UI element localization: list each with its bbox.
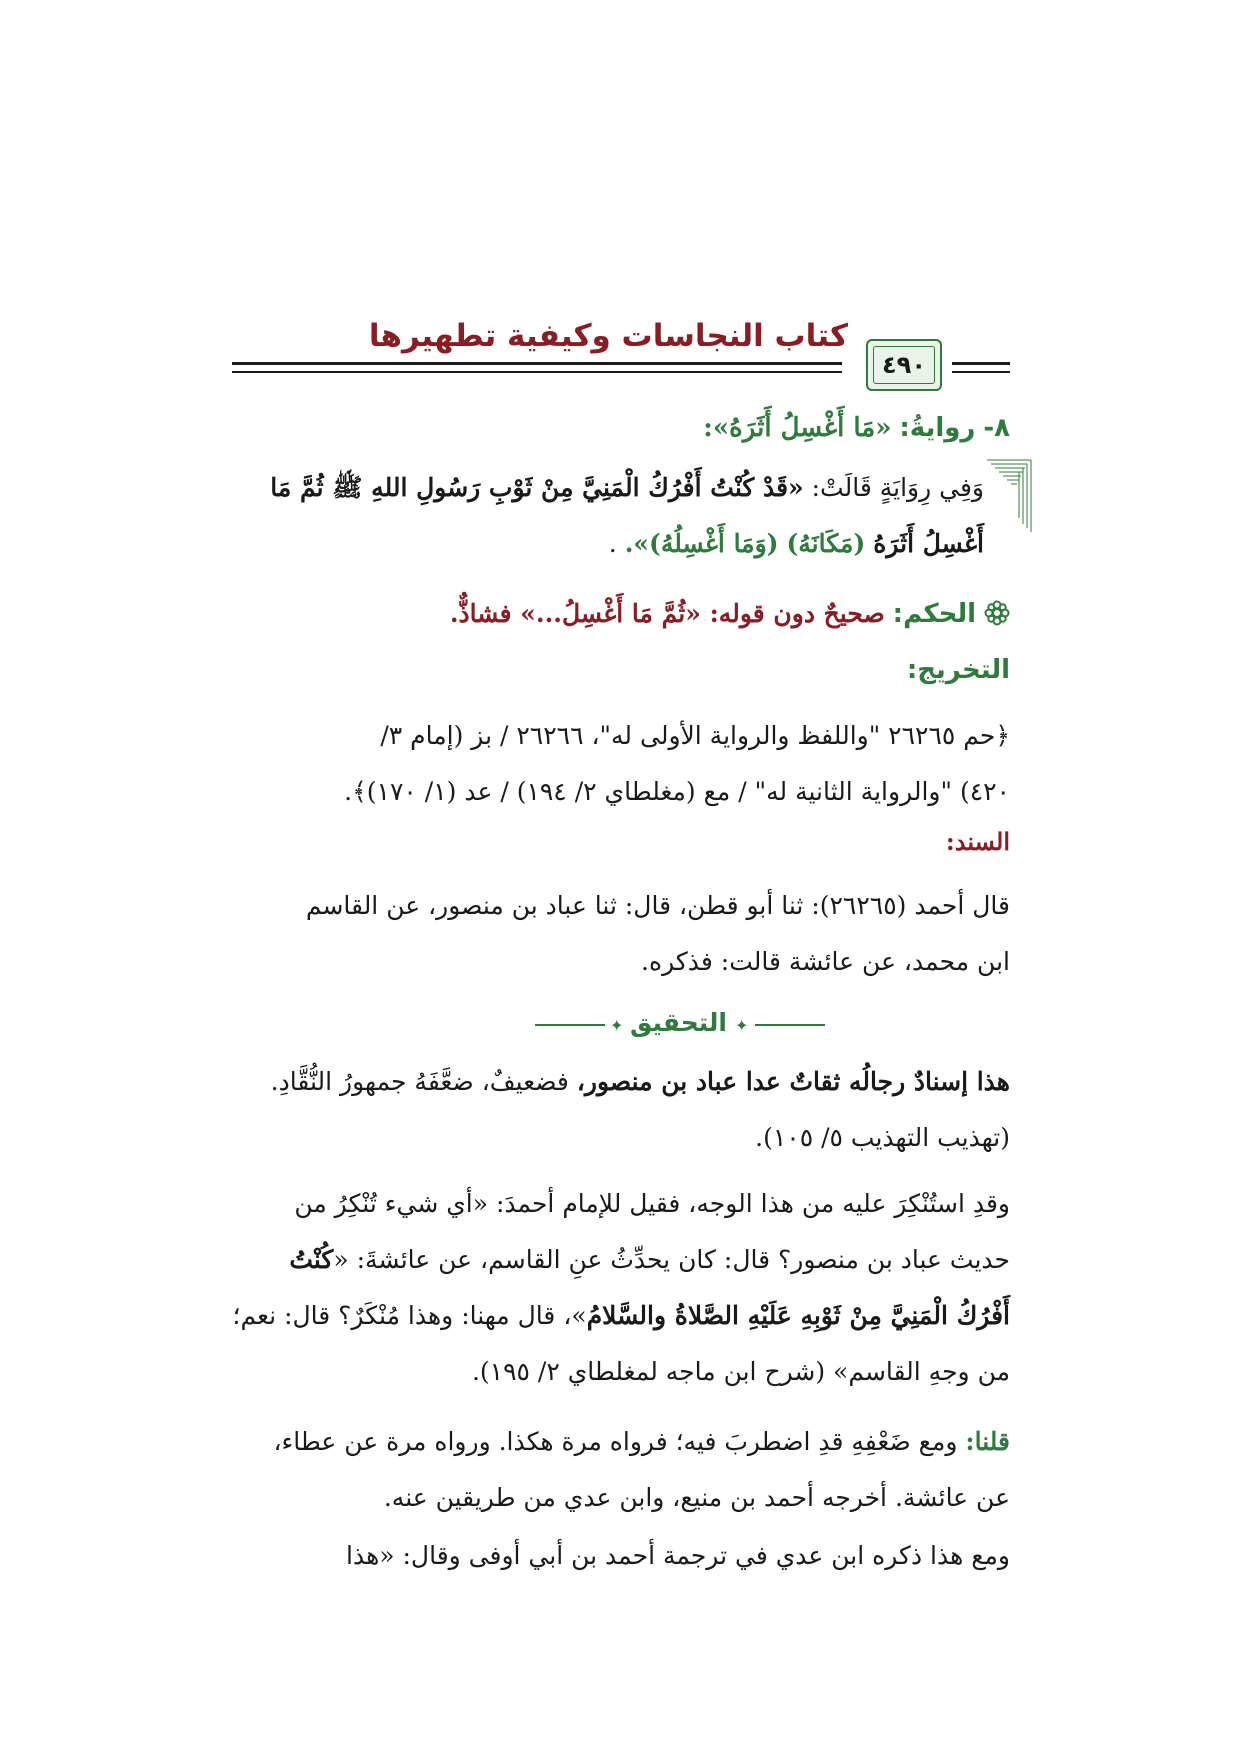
ruling-label: الحكم:	[892, 599, 976, 629]
section-title-quote: «مَا أَغْسِلُ أَثَرَهُ»:	[703, 413, 892, 443]
tahqiq-text: فضعيفٌ، ضعَّفَهُ جمهورُ النُّقَّادِ.	[270, 1067, 577, 1096]
sanad-heading	[232, 814, 1010, 870]
header-rule	[952, 362, 1010, 365]
sanad-label: السند:	[945, 827, 1010, 856]
takhrij-text	[232, 708, 1010, 820]
hadith-line2: أَغْسِلُ أَثَرَهُ	[873, 529, 984, 558]
takhrij-line: ﴿حم ٢٦٢٦٥ "واللفظ والرواية الأولى له"، ٢٦٢٦٦ / بز (إمام ٣/	[380, 721, 1010, 750]
ruling	[232, 586, 1010, 642]
running-header	[232, 318, 1010, 388]
section-title-prefix: روايةُ:	[899, 413, 976, 443]
sanad-line: قال أحمد (٢٦٢٦٥): ثنا أبو قطن، قال: ثنا عباد بن منصور، عن القاسم	[305, 891, 1010, 920]
page-number: ٤٩٠	[882, 351, 926, 379]
hadith-end: .	[608, 529, 625, 558]
tahqiq-bold-text: هذا إسنادٌ رجالُه ثقاتٌ عدا عباد بن منصور،	[576, 1067, 1010, 1096]
divider-line	[755, 1024, 825, 1026]
tahqiq-text: من وجهِ القاسم» (شرح ابن ماجه لمغلطاي ٢/ ١٩٥).	[471, 1357, 1010, 1386]
tahqiq-text: حديث عباد بن منصور؟ قال: كان يحدِّثُ عنِ القاسم، عن عائشةَ: «	[333, 1245, 1010, 1274]
tahqiq-paragraph-3	[232, 1414, 1010, 1526]
hadith-quote: كُنْتُ	[289, 1245, 334, 1274]
ornament-icon: ✦	[610, 1016, 624, 1035]
ruling-text: صحيحٌ دون قوله: «ثُمَّ مَا أَغْسِلُ...» فشاذٌّ.	[449, 599, 885, 628]
hadith-line1: «قَدْ كُنْتُ أَفْرُكُ الْمَنِيَّ مِنْ ثَوْبِ رَسُولِ اللهِ ﷺ ثُمَّ مَا	[270, 473, 804, 502]
qulna-label: قلنا:	[965, 1427, 1010, 1456]
tahqiq-text: وقدِ استُنْكِرَ عليه من هذا الوجه، فقيل للإمام أحمدَ: «أي شيء تُنْكِرُ من	[294, 1189, 1010, 1218]
header-rule	[232, 362, 842, 365]
page-number-frame	[866, 339, 942, 391]
takhrij-label: التخريج:	[906, 655, 1010, 685]
hadith-variant: (وَمَا أَغْسِلُهُ)».	[624, 529, 779, 558]
tahqiq-text: »، قال مهنا: وهذا مُنْكَرٌ؟ قال: نعم؛	[232, 1301, 587, 1330]
hadith-intro: وَفِي رِوَايَةٍ قَالَتْ:	[811, 473, 984, 502]
section-heading	[232, 400, 1010, 456]
tahqiq-text: ومع ضَعْفِهِ قدِ اضطربَ فيه؛ فرواه مرة هكذا. ورواه مرة عن عطاء،	[273, 1427, 966, 1456]
hadith-text	[232, 460, 984, 572]
tahqiq-text: عن عائشة. أخرجه أحمد بن منيع، وابن عدي من طريقين عنه.	[383, 1483, 1010, 1512]
ornament-icon: ✦	[735, 1016, 749, 1035]
rosette-icon	[984, 600, 1010, 626]
tahqiq-divider	[535, 1010, 825, 1040]
sanad-text	[232, 878, 1010, 990]
header-rule	[232, 371, 842, 373]
takhrij-line: ٤٢٠) "والرواية الثانية له" / مع (مغلطاي ٢/ ١٩٤) / عد (١/ ١٧٠)﴾.	[344, 777, 1010, 806]
hadith-variant: (مَكَانَهُ)	[786, 529, 866, 558]
sanad-line: ابن محمد، عن عائشة قالت: فذكره.	[641, 947, 1010, 976]
tahqiq-paragraph-1	[232, 1054, 1010, 1166]
takhrij-heading	[232, 642, 1010, 698]
tahqiq-text: ومع هذا ذكره ابن عدي في ترجمة أحمد بن أبي أوفى وقال: «هذا	[346, 1541, 1010, 1570]
hadith-quote: أَفْرُكُ الْمَنِيَّ مِنْ ثَوْبِهِ عَلَيْهِ الصَّلاةُ والسَّلامُ	[586, 1301, 1010, 1330]
tahqiq-paragraph-4	[232, 1528, 1010, 1584]
corner-ornament-icon	[985, 458, 1033, 534]
section-number: ٨-	[983, 413, 1010, 443]
book-title: كتاب النجاسات وكيفية تطهيرها	[368, 318, 848, 354]
tahqiq-paragraph-2	[232, 1176, 1010, 1400]
tahqiq-text: (تهذيب التهذيب ٥/ ١٠٥).	[755, 1123, 1010, 1152]
divider-line	[535, 1024, 605, 1026]
tahqiq-title: التحقيق	[630, 1008, 727, 1037]
header-rule	[952, 371, 1010, 373]
